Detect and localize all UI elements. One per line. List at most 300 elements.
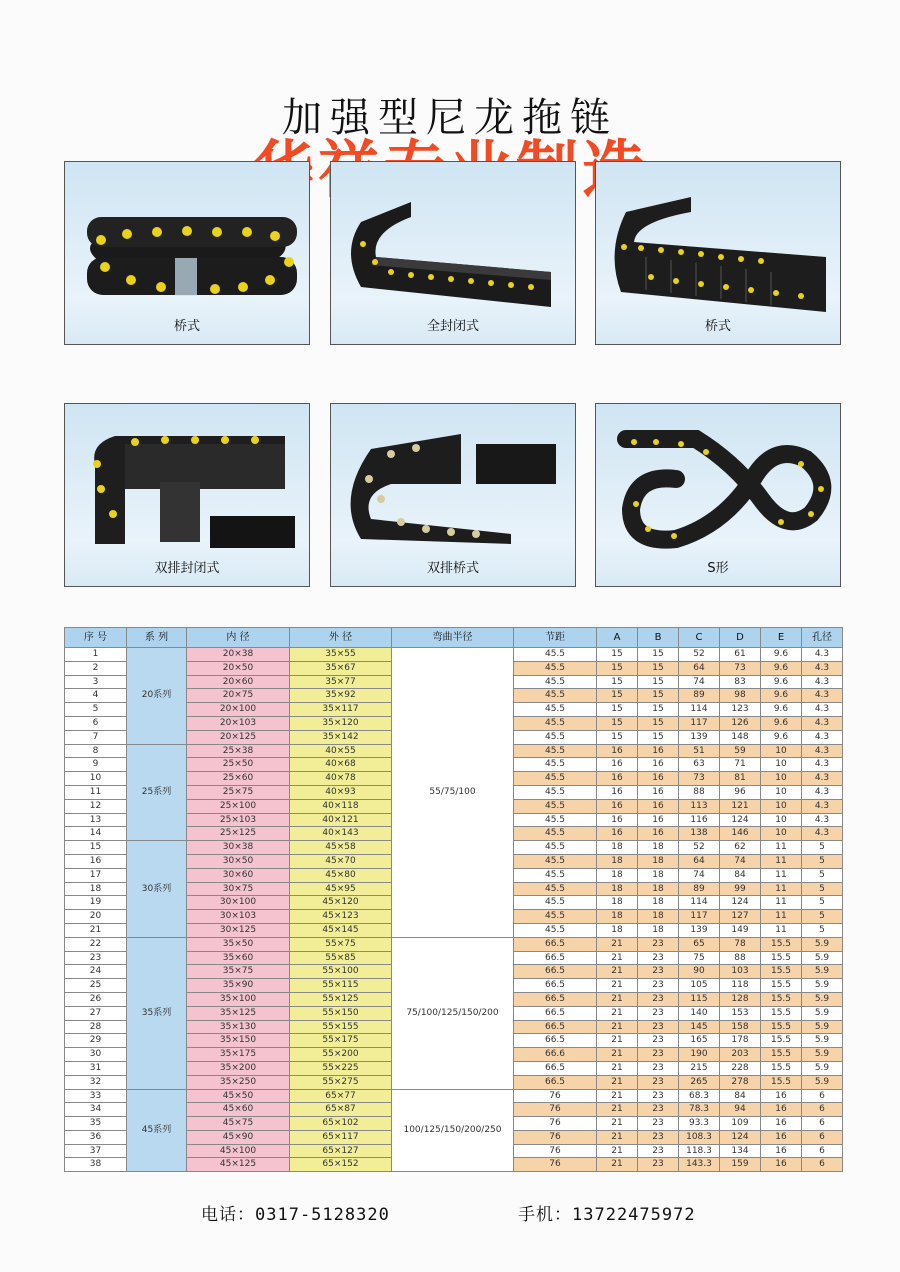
page-title: 加强型尼龙拖链 [282,95,618,141]
table-cell: 21 [597,1089,638,1103]
row-number: 3 [65,675,127,689]
table-cell: 11 [761,854,802,868]
row-number: 31 [65,1061,127,1075]
table-cell: 128 [720,992,761,1006]
table-cell: 23 [638,1034,679,1048]
outer-size: 65×152 [290,1158,392,1172]
table-cell: 6 [802,1089,843,1103]
table-cell: 45.5 [514,661,597,675]
table-cell: 5 [802,882,843,896]
table-cell: 23 [638,1061,679,1075]
table-cell: 15 [638,648,679,662]
table-cell: 45.5 [514,689,597,703]
table-cell: 178 [720,1034,761,1048]
table-cell: 66.5 [514,979,597,993]
table-cell: 6 [802,1158,843,1172]
table-cell: 11 [761,868,802,882]
table-cell: 5 [802,868,843,882]
inner-size: 45×50 [187,1089,290,1103]
table-cell: 5.9 [802,992,843,1006]
table-cell: 84 [720,1089,761,1103]
table-cell: 4.3 [802,799,843,813]
table-cell: 15 [638,661,679,675]
outer-size: 65×77 [290,1089,392,1103]
inner-size: 35×150 [187,1034,290,1048]
table-cell: 118 [720,979,761,993]
table-cell: 5 [802,896,843,910]
table-cell: 88 [720,951,761,965]
inner-size: 25×100 [187,799,290,813]
table-cell: 10 [761,758,802,772]
table-cell: 23 [638,937,679,951]
table-cell: 4.3 [802,675,843,689]
inner-size: 30×60 [187,868,290,882]
table-cell: 11 [761,896,802,910]
row-number: 32 [65,1075,127,1089]
table-cell: 21 [597,1158,638,1172]
product-card-double-bridge [330,403,576,587]
outer-size: 55×200 [290,1048,392,1062]
inner-size: 35×75 [187,965,290,979]
table-cell: 45.5 [514,896,597,910]
table-cell: 66.6 [514,1048,597,1062]
table-cell: 113 [679,799,720,813]
table-cell: 10 [761,785,802,799]
table-cell: 16 [597,758,638,772]
inner-size: 30×75 [187,882,290,896]
row-number: 7 [65,730,127,744]
inner-size: 35×50 [187,937,290,951]
outer-size: 45×70 [290,854,392,868]
table-cell: 78.3 [679,1103,720,1117]
table-cell: 45.5 [514,675,597,689]
outer-size: 65×127 [290,1144,392,1158]
table-cell: 5 [802,910,843,924]
table-cell: 23 [638,1089,679,1103]
table-cell: 81 [720,772,761,786]
header-cell: E [761,628,802,648]
table-cell: 62 [720,841,761,855]
table-cell: 5 [802,841,843,855]
product-card-s-shape [595,403,841,587]
row-number: 15 [65,841,127,855]
row-number: 28 [65,1020,127,1034]
table-cell: 21 [597,1103,638,1117]
inner-size: 20×38 [187,648,290,662]
table-cell: 21 [597,1061,638,1075]
table-cell: 15.5 [761,1061,802,1075]
table-cell: 64 [679,854,720,868]
row-number: 1 [65,648,127,662]
table-cell: 45.5 [514,827,597,841]
table-cell: 59 [720,744,761,758]
inner-size: 35×200 [187,1061,290,1075]
table-cell: 45.5 [514,841,597,855]
table-cell: 52 [679,841,720,855]
outer-size: 65×117 [290,1130,392,1144]
table-cell: 118.3 [679,1144,720,1158]
table-cell: 5.9 [802,1048,843,1062]
row-number: 20 [65,910,127,924]
table-cell: 66.5 [514,1006,597,1020]
table-cell: 15 [638,689,679,703]
table-cell: 23 [638,1075,679,1089]
series-label: 30系列 [127,841,187,938]
row-number: 18 [65,882,127,896]
inner-size: 20×100 [187,703,290,717]
table-cell: 93.3 [679,1117,720,1131]
table-cell: 143.3 [679,1158,720,1172]
table-cell: 117 [679,716,720,730]
table-cell: 18 [638,868,679,882]
table-cell: 5.9 [802,979,843,993]
outer-size: 55×225 [290,1061,392,1075]
table-cell: 9.6 [761,689,802,703]
header-cell: D [720,628,761,648]
table-cell: 15.5 [761,937,802,951]
table-cell: 203 [720,1048,761,1062]
table-cell: 23 [638,1048,679,1062]
table-cell: 5 [802,854,843,868]
header-cell: C [679,628,720,648]
header-cell: 序 号 [65,628,127,648]
outer-size: 55×75 [290,937,392,951]
table-cell: 66.5 [514,1020,597,1034]
table-cell: 16 [761,1158,802,1172]
outer-size: 40×68 [290,758,392,772]
inner-size: 25×50 [187,758,290,772]
outer-size: 55×275 [290,1075,392,1089]
table-cell: 4.3 [802,827,843,841]
table-cell: 15 [597,689,638,703]
table-cell: 23 [638,965,679,979]
table-cell: 18 [597,882,638,896]
row-number: 13 [65,813,127,827]
table-cell: 96 [720,785,761,799]
table-cell: 23 [638,1103,679,1117]
row-number: 5 [65,703,127,717]
product-card-double-enclosed [64,403,310,587]
mobile-number: 手机：13722475972 [518,1205,696,1225]
table-cell: 4.3 [802,703,843,717]
table-cell: 21 [597,937,638,951]
outer-size: 65×102 [290,1117,392,1131]
table-cell: 15 [597,661,638,675]
table-cell: 21 [597,992,638,1006]
table-cell: 66.5 [514,992,597,1006]
table-cell: 45.5 [514,882,597,896]
table-cell: 124 [720,896,761,910]
table-cell: 108.3 [679,1130,720,1144]
table-cell: 21 [597,951,638,965]
outer-size: 45×123 [290,910,392,924]
inner-size: 30×38 [187,841,290,855]
outer-size: 55×155 [290,1020,392,1034]
product-label: 双排封闭式 [154,561,220,576]
outer-size: 45×120 [290,896,392,910]
table-cell: 21 [597,1117,638,1131]
table-cell: 15 [638,730,679,744]
table-header-row [65,628,843,648]
table-cell: 78 [720,937,761,951]
table-cell: 10 [761,744,802,758]
table-cell: 66.5 [514,1034,597,1048]
table-cell: 105 [679,979,720,993]
outer-size: 45×58 [290,841,392,855]
table-cell: 45.5 [514,923,597,937]
row-number: 37 [65,1144,127,1158]
table-cell: 84 [720,868,761,882]
row-number: 4 [65,689,127,703]
table-cell: 66.5 [514,937,597,951]
outer-size: 55×100 [290,965,392,979]
table-cell: 23 [638,1144,679,1158]
outer-size: 35×67 [290,661,392,675]
row-number: 12 [65,799,127,813]
table-cell: 103 [720,965,761,979]
outer-size: 45×95 [290,882,392,896]
bend-radius: 75/100/125/150/200 [392,937,514,1089]
table-cell: 4.3 [802,813,843,827]
table-cell: 45.5 [514,799,597,813]
inner-size: 20×60 [187,675,290,689]
table-cell: 15 [638,716,679,730]
table-cell: 16 [761,1117,802,1131]
inner-size: 35×250 [187,1075,290,1089]
table-cell: 5.9 [802,965,843,979]
table-cell: 45.5 [514,730,597,744]
header-cell: 弯曲半径 [392,628,514,648]
table-cell: 23 [638,1130,679,1144]
header-cell: B [638,628,679,648]
inner-size: 30×50 [187,854,290,868]
outer-size: 45×145 [290,923,392,937]
inner-size: 25×38 [187,744,290,758]
table-cell: 153 [720,1006,761,1020]
table-cell: 23 [638,1006,679,1020]
table-cell: 4.3 [802,716,843,730]
table-cell: 10 [761,827,802,841]
inner-size: 45×125 [187,1158,290,1172]
table-cell: 11 [761,910,802,924]
product-label: 双排桥式 [426,561,479,576]
table-cell: 5 [802,923,843,937]
series-label: 35系列 [127,937,187,1089]
table-cell: 18 [638,896,679,910]
table-cell: 5.9 [802,1034,843,1048]
table-cell: 9.6 [761,675,802,689]
table-cell: 18 [638,854,679,868]
table-cell: 89 [679,882,720,896]
table-cell: 15.5 [761,1048,802,1062]
table-cell: 190 [679,1048,720,1062]
table-cell: 18 [638,841,679,855]
table-cell: 11 [761,841,802,855]
inner-size: 45×100 [187,1144,290,1158]
table-cell: 4.3 [802,744,843,758]
outer-size: 55×175 [290,1034,392,1048]
table-cell: 45.5 [514,758,597,772]
inner-size: 20×75 [187,689,290,703]
table-cell: 16 [761,1089,802,1103]
row-number: 6 [65,716,127,730]
table-cell: 4.3 [802,661,843,675]
row-number: 23 [65,951,127,965]
table-cell: 18 [597,868,638,882]
row-number: 2 [65,661,127,675]
table-cell: 146 [720,827,761,841]
table-cell: 66.5 [514,1061,597,1075]
table-cell: 76 [514,1103,597,1117]
table-cell: 76 [514,1117,597,1131]
header-cell: 节距 [514,628,597,648]
outer-size: 40×121 [290,813,392,827]
table-cell: 45.5 [514,785,597,799]
table-cell: 15.5 [761,951,802,965]
inner-size: 45×60 [187,1103,290,1117]
table-cell: 9.6 [761,703,802,717]
table-cell: 5.9 [802,937,843,951]
bend-radius: 55/75/100 [392,648,514,938]
table-cell: 5.9 [802,951,843,965]
table-cell: 45.5 [514,868,597,882]
outer-size: 55×150 [290,1006,392,1020]
header-cell: 孔径 [802,628,843,648]
table-cell: 117 [679,910,720,924]
row-number: 9 [65,758,127,772]
row-number: 27 [65,1006,127,1020]
table-cell: 138 [679,827,720,841]
table-cell: 74 [679,675,720,689]
outer-size: 65×87 [290,1103,392,1117]
table-cell: 9.6 [761,661,802,675]
table-cell: 149 [720,923,761,937]
table-cell: 18 [597,841,638,855]
product-label: 全封闭式 [426,319,479,334]
table-cell: 5.9 [802,1061,843,1075]
table-cell: 4.3 [802,648,843,662]
table-cell: 16 [761,1144,802,1158]
table-cell: 16 [597,744,638,758]
row-number: 11 [65,785,127,799]
table-cell: 10 [761,813,802,827]
table-cell: 45.5 [514,772,597,786]
table-cell: 45.5 [514,910,597,924]
series-label: 20系列 [127,648,187,745]
table-cell: 16 [638,813,679,827]
table-cell: 21 [597,1006,638,1020]
table-cell: 23 [638,1158,679,1172]
table-cell: 88 [679,785,720,799]
table-cell: 114 [679,896,720,910]
table-cell: 6 [802,1130,843,1144]
table-row [65,1089,843,1103]
table-cell: 23 [638,979,679,993]
table-cell: 9.6 [761,730,802,744]
outer-size: 40×78 [290,772,392,786]
table-cell: 16 [597,772,638,786]
inner-size: 25×60 [187,772,290,786]
table-cell: 16 [597,813,638,827]
table-cell: 18 [638,923,679,937]
table-cell: 15.5 [761,1034,802,1048]
row-number: 35 [65,1117,127,1131]
table-cell: 64 [679,661,720,675]
table-cell: 116 [679,813,720,827]
table-cell: 23 [638,1117,679,1131]
table-cell: 83 [720,675,761,689]
spec-table [64,627,843,1172]
table-cell: 4.3 [802,785,843,799]
table-cell: 73 [720,661,761,675]
table-cell: 15.5 [761,1006,802,1020]
table-cell: 126 [720,716,761,730]
table-cell: 45.5 [514,703,597,717]
table-cell: 124 [720,1130,761,1144]
outer-size: 40×93 [290,785,392,799]
table-cell: 123 [720,703,761,717]
table-cell: 16 [638,772,679,786]
table-cell: 5.9 [802,1006,843,1020]
row-number: 30 [65,1048,127,1062]
inner-size: 35×175 [187,1048,290,1062]
outer-size: 55×115 [290,979,392,993]
table-cell: 76 [514,1144,597,1158]
table-cell: 90 [679,965,720,979]
table-cell: 21 [597,1034,638,1048]
outer-size: 35×92 [290,689,392,703]
table-cell: 21 [597,1144,638,1158]
table-cell: 109 [720,1117,761,1131]
table-cell: 16 [761,1130,802,1144]
inner-size: 45×90 [187,1130,290,1144]
table-cell: 16 [597,799,638,813]
table-cell: 165 [679,1034,720,1048]
header-cell: 外 径 [290,628,392,648]
table-cell: 66.5 [514,965,597,979]
table-cell: 18 [597,896,638,910]
row-number: 19 [65,896,127,910]
table-cell: 18 [597,923,638,937]
table-cell: 21 [597,965,638,979]
series-label: 25系列 [127,744,187,841]
row-number: 24 [65,965,127,979]
outer-size: 40×118 [290,799,392,813]
row-number: 17 [65,868,127,882]
table-cell: 74 [720,854,761,868]
table-cell: 4.3 [802,730,843,744]
table-cell: 114 [679,703,720,717]
outer-size: 35×142 [290,730,392,744]
table-row [65,648,843,662]
table-cell: 23 [638,951,679,965]
inner-size: 30×103 [187,910,290,924]
series-label: 45系列 [127,1089,187,1172]
table-cell: 140 [679,1006,720,1020]
table-body [65,648,843,1172]
table-cell: 51 [679,744,720,758]
table-cell: 148 [720,730,761,744]
table-cell: 66.5 [514,951,597,965]
table-cell: 68.3 [679,1089,720,1103]
table-cell: 16 [638,827,679,841]
table-cell: 16 [597,785,638,799]
outer-size: 55×85 [290,951,392,965]
header-cell: 系 列 [127,628,187,648]
outer-size: 35×120 [290,716,392,730]
row-number: 14 [65,827,127,841]
table-cell: 16 [761,1103,802,1117]
